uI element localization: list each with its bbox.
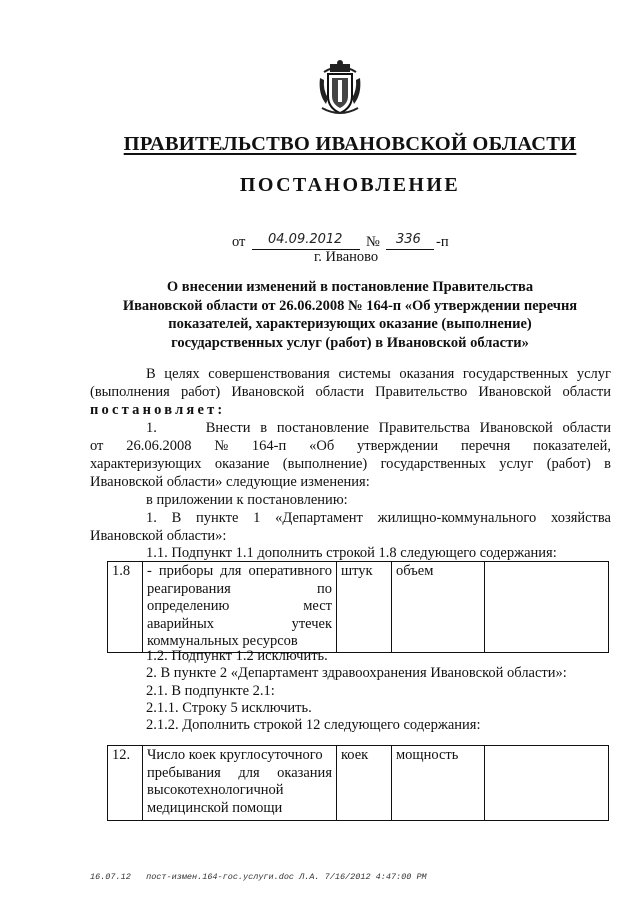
city: г. Иваново [314,249,379,265]
number-field [386,231,434,250]
government-title: ПРАВИТЕЛЬСТВО ИВАНОВСКОЙ ОБЛАСТИ [123,133,577,155]
table-cell-unit: коек [337,746,392,821]
table-cell-measure: мощность [392,746,485,821]
body-line-2: (выполнения работ) Ивановской области Правительство Ивановской области [90,384,611,400]
date-field [252,231,360,250]
body-line-12: 1.2. Подпункт 1.2 исключить. [146,648,328,664]
body-line-9: 1. В пункте 1 «Департамент жилищно-коммунального хозяйства [146,510,611,526]
body-line-15: 2.1.1. Строку 5 исключить. [146,700,312,716]
number-suffix: -п [436,234,449,250]
subject-line: показателей, характеризующих оказание (выполнение) [168,316,532,332]
table-cell-number: 12. [108,746,143,821]
subject-line: государственных услуг (работ) в Ивановской области» [171,334,529,351]
body-line-6: характеризующих оказание (выполнение) государственных услуг (работ) в [90,456,611,472]
file-footer: 16.07.12 пост-измен.164-гос.услуги.doc Л.А. 7/16/2012 4:47:00 PM [90,872,427,882]
coat-of-arms-emblem [316,58,364,118]
document-type: ПОСТАНОВЛЕНИЕ [239,174,461,196]
body-line-5: от 26.06.2008 № 164-п «Об утверждении перечня показателей, [90,438,611,454]
body-line-14: 2.1. В подпункте 2.1: [146,683,275,699]
table-cell-measure: объем [392,562,485,653]
table-cell-empty [485,746,609,821]
subject-line: Ивановской области от 26.06.2008 № 164-п «Об утверждении перечня [122,297,578,314]
table-cell-empty [485,562,609,653]
table-cell-description: Число коек круглосуточного пребывания для оказания высокотехнологичной медицинской помощи [143,746,337,821]
table-cell-description: - приборы для оперативного реагирования по определению мест аварийных утечек коммунальных ресурсов [143,562,337,653]
date-prefix: от [232,234,246,250]
number-value: 336 [396,232,421,247]
subject-line: О внесении изменений в постановление Правительства [166,279,534,295]
table-row-12 [107,745,609,821]
body-line-7: Ивановской области» следующие изменения: [90,474,370,490]
body-line-11: 1.1. Подпункт 1.1 дополнить строкой 1.8 следующего содержания: [146,545,557,561]
body-line-1: В целях совершенствования системы оказания государственных услуг [146,366,611,382]
table-row-1-8 [107,561,609,653]
table-cell-number: 1.8 [108,562,143,653]
body-line-10: Ивановской области»: [90,528,227,544]
date-value: 04.09.2012 [268,232,343,247]
body-line-13: 2. В пункте 2 «Департамент здравоохранения Ивановской области»: [146,665,567,681]
table-cell-unit: штук [337,562,392,653]
decree-word: постановляет: [90,402,226,418]
document-subject [80,278,620,352]
body-line-8: в приложении к постановлению: [146,492,348,508]
body-line-4: 1. Внести в постановление Правительства Ивановской области [146,420,611,436]
body-line-16: 2.1.2. Дополнить строкой 12 следующего содержания: [146,717,481,733]
number-sign: № [366,234,380,250]
